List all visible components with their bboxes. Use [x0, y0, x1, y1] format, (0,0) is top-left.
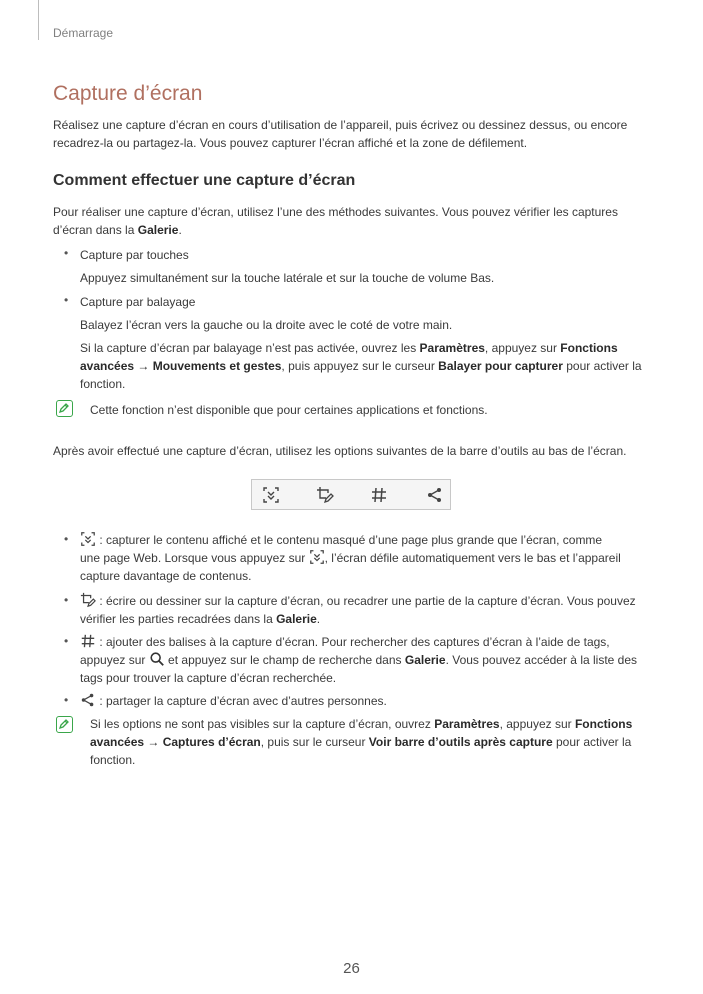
intro-line: Réalisez une capture d’écran en cours d’utilisation de l’appareil, puis écrivez ou dessinez dessus, ou encore	[53, 118, 628, 132]
section-heading: Comment effectuer une capture d’écran	[53, 172, 356, 189]
text-span: : partager la capture d’écran avec d’autres personnes.	[96, 694, 387, 708]
text-span: , puis appuyez sur le curseur	[281, 359, 439, 373]
text-span: d’écran dans la	[53, 223, 138, 237]
note-icon	[56, 716, 73, 733]
note-line	[90, 733, 650, 751]
header-divider	[38, 0, 39, 40]
option-line: tags pour trouver la capture d’écran recherchée.	[80, 671, 337, 685]
text-span: , appuyez sur	[484, 341, 561, 355]
method-desc: Appuyez simultanément sur la touche latérale et sur la touche de volume Bas.	[80, 271, 495, 285]
swipe-note-line: fonction.	[80, 377, 126, 391]
toggle-name-text: Voir barre d’outils après capture	[368, 735, 553, 749]
text-span: Si la capture d’écran par balayage n’est pas activée, ouvrez les	[80, 341, 420, 355]
settings-text: Paramètres	[419, 341, 485, 355]
intro-line: recadrez-la ou partagez-la. Vous pouvez capturer l’écran affiché et la zone de défilement.	[53, 136, 528, 150]
text-span: appuyez sur	[80, 653, 149, 667]
bullet: •	[64, 693, 69, 707]
scroll-capture-icon	[262, 486, 280, 504]
menu-path-text: avancées → Mouvements et gestes	[80, 359, 282, 373]
note-text: Cette fonction n’est disponible que pour certaines applications et fonctions.	[90, 403, 488, 417]
text-span: : écrire ou dessiner sur la capture d’écran, ou recadrer une partie de la capture d’écran. Vous pouvez	[96, 594, 636, 608]
toggle-name-text: Balayer pour capturer	[438, 359, 563, 373]
settings-text: Paramètres	[434, 717, 500, 731]
share-icon	[426, 486, 444, 504]
option-line	[80, 692, 648, 710]
option-line	[80, 651, 648, 669]
text-span: une page Web. Lorsque vous appuyez sur	[80, 551, 309, 565]
menu-path-text: avancées → Captures d’écran	[90, 735, 261, 749]
screenshot-toolbar	[251, 479, 451, 510]
text-span: , l’écran défile automatiquement vers le bas et l’appareil	[324, 551, 621, 565]
text-span: : ajouter des balises à la capture d’écran. Pour rechercher des captures d’écran à l’aide de tags,	[96, 635, 610, 649]
scroll-capture-icon	[309, 549, 325, 565]
text-span: .	[316, 612, 321, 626]
search-icon	[149, 651, 165, 667]
edit-crop-icon	[316, 486, 334, 504]
gallery-link-text: Galerie	[137, 223, 179, 237]
method-desc: Balayez l’écran vers la gauche ou la droite avec le coté de votre main.	[80, 318, 453, 332]
option-line: capture davantage de contenus.	[80, 569, 252, 583]
text-span: pour activer la	[562, 359, 642, 373]
option-line	[80, 610, 648, 628]
text-span: vérifier les parties recadrées dans la	[80, 612, 277, 626]
text-span: , appuyez sur	[499, 717, 575, 731]
note-line	[90, 715, 650, 733]
bullet: •	[64, 293, 69, 307]
text-span: pour activer la	[552, 735, 632, 749]
note-icon	[56, 400, 73, 417]
text-span: : capturer le contenu affiché et le contenu masqué d’une page plus grande que l’écran, comme	[96, 533, 603, 547]
howto-line: Pour réaliser une capture d’écran, utilisez l’une des méthodes suivantes. Vous pouvez vérifier les captures	[53, 205, 618, 219]
option-line	[80, 531, 648, 549]
swipe-note-line	[80, 339, 648, 357]
bullet: •	[64, 532, 69, 546]
text-span: . Vous pouvez accéder à la liste des	[445, 653, 638, 667]
menu-text: Fonctions	[560, 341, 618, 355]
menu-text: Fonctions	[574, 717, 633, 731]
howto-line	[53, 221, 653, 239]
hashtag-icon	[370, 486, 388, 504]
bullet: •	[64, 634, 69, 648]
note2-text	[90, 715, 650, 769]
share-icon	[80, 692, 96, 708]
bullet: •	[64, 593, 69, 607]
option-edit	[80, 592, 648, 628]
swipe-note	[80, 339, 648, 393]
gallery-text: Galerie	[404, 653, 446, 667]
option-tags	[80, 633, 648, 687]
text-span: , puis sur le curseur	[260, 735, 369, 749]
text-span: Si les options ne sont pas visibles sur la capture d’écran, ouvrez	[90, 717, 435, 731]
option-share	[80, 692, 648, 710]
text-span: et appuyez sur le champ de recherche dans	[164, 653, 405, 667]
bullet: •	[64, 246, 69, 260]
note-line: fonction.	[90, 753, 136, 767]
intro-paragraph	[53, 116, 653, 152]
swipe-note-line	[80, 357, 648, 375]
method-title: Capture par balayage	[80, 295, 196, 309]
scroll-capture-icon	[80, 531, 96, 547]
option-line	[80, 592, 648, 610]
section-label: Démarrage	[53, 26, 114, 40]
method-title: Capture par touches	[80, 248, 189, 262]
edit-crop-icon	[80, 592, 96, 608]
howto-paragraph	[53, 203, 653, 239]
text-span: .	[178, 223, 182, 237]
page-title: Capture d’écran	[53, 82, 203, 105]
hashtag-icon	[80, 633, 96, 649]
option-scroll-capture	[80, 531, 648, 585]
gallery-text: Galerie	[276, 612, 317, 626]
option-line	[80, 549, 648, 567]
after-paragraph: Après avoir effectué une capture d’écran, utilisez les options suivantes de la barre d’outils au bas de l’écran.	[53, 444, 627, 458]
page-number: 26	[343, 960, 360, 977]
option-line	[80, 633, 648, 651]
